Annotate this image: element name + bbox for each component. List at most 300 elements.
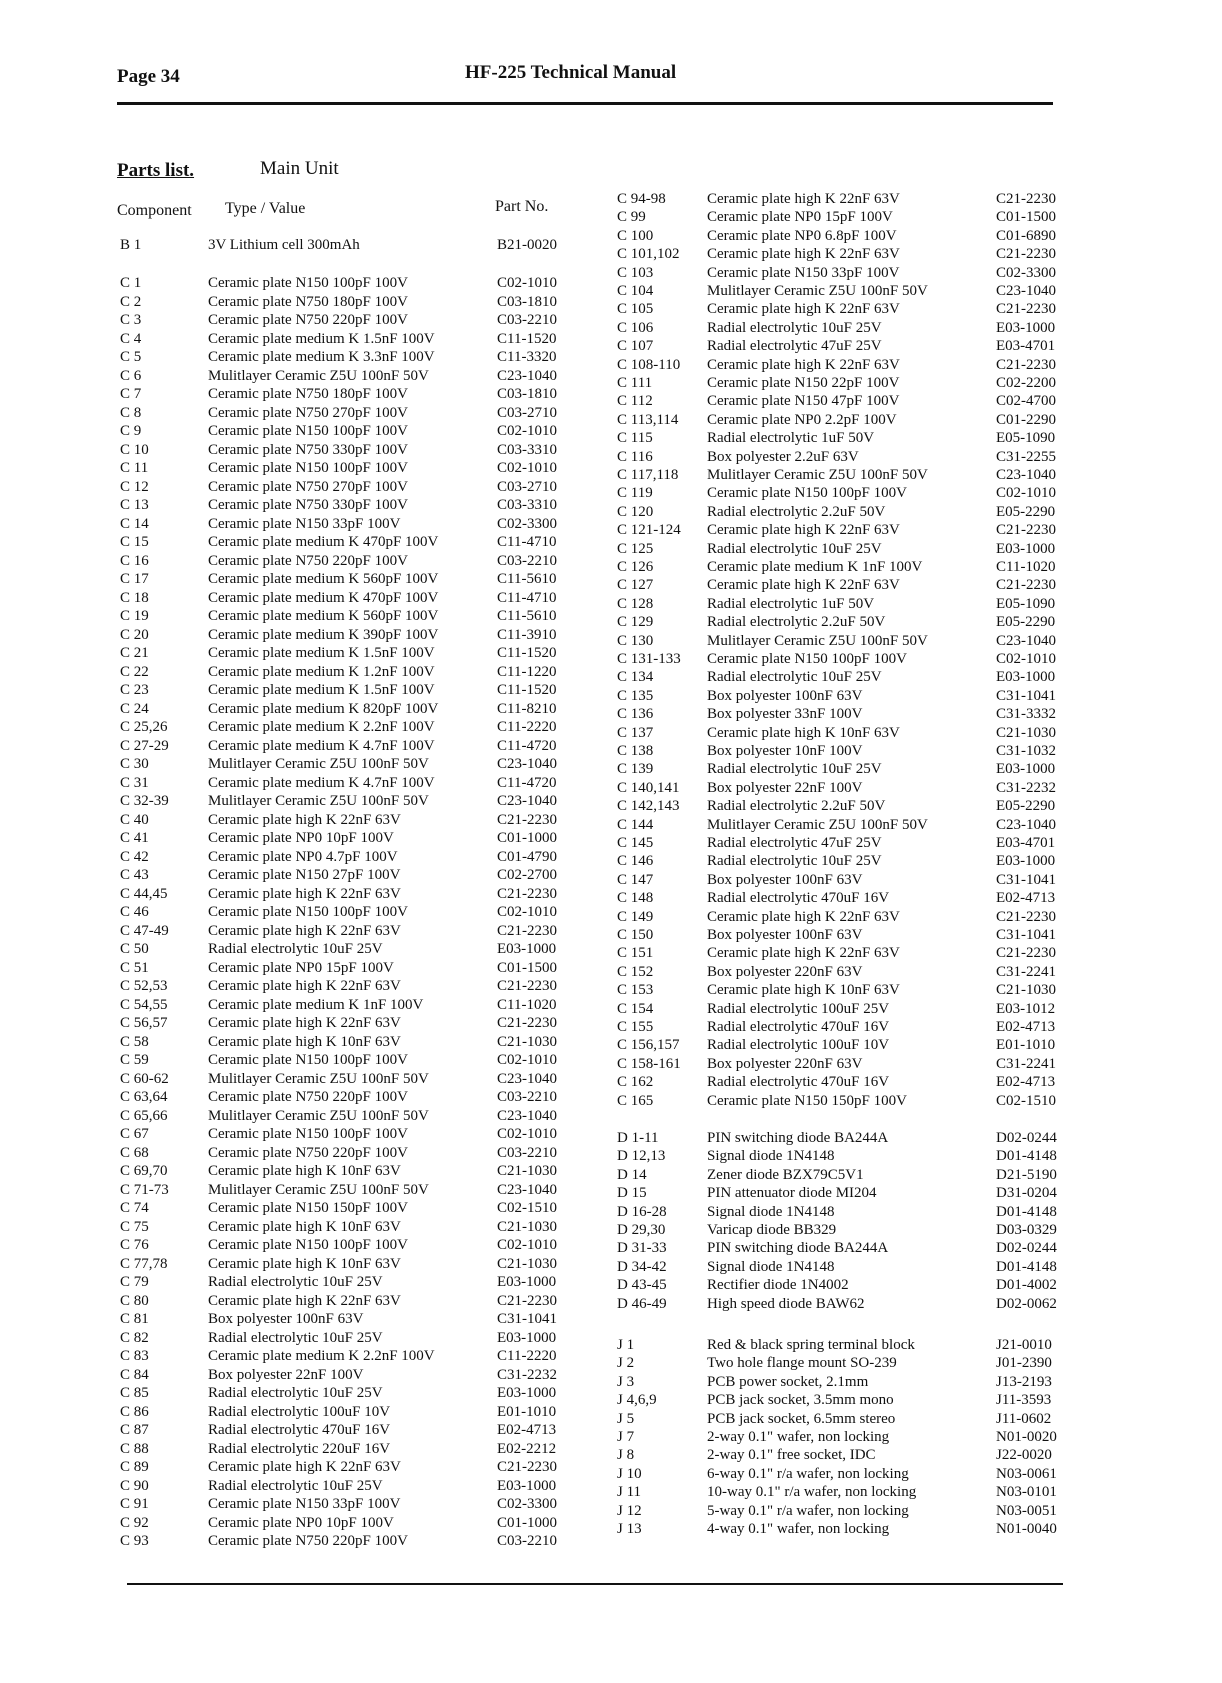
part-number: C11-1020	[996, 559, 1056, 575]
part-number: C03-2210	[497, 1533, 557, 1549]
part-number: E02-4713	[996, 1074, 1056, 1091]
part-number: E02-4713	[996, 1019, 1056, 1035]
component-ref: C 83	[120, 1348, 149, 1364]
part-number: C21-1030	[497, 1033, 557, 1050]
component-ref: C 71-73	[120, 1181, 169, 1198]
type-value: Ceramic plate high K 10nF 63V	[208, 1163, 401, 1179]
component-ref: C 154	[617, 1000, 654, 1017]
part-number: C02-1010	[497, 275, 557, 291]
type-value: Radial electrolytic 10uF 25V	[208, 1329, 383, 1346]
part-number: C03-3310	[497, 441, 557, 458]
part-number: D03-0329	[996, 1222, 1057, 1238]
component-ref: C 8	[120, 404, 142, 421]
part-number: C21-1030	[996, 724, 1056, 741]
type-value: Radial electrolytic 1uF 50V	[707, 595, 875, 612]
part-number: C31-2241	[996, 963, 1056, 980]
type-value: Mulitlayer Ceramic Z5U 100nF 50V	[707, 467, 928, 483]
type-value: Ceramic plate N150 150pF 100V	[707, 1092, 907, 1109]
component-ref: J 1	[617, 1337, 635, 1353]
type-value: Ceramic plate medium K 1nF 100V	[208, 996, 424, 1013]
component-ref: J 3	[617, 1373, 635, 1390]
part-number: C01-1000	[497, 1514, 557, 1531]
part-number: C31-2241	[996, 1055, 1056, 1072]
type-value: Ceramic plate N750 330pF 100V	[208, 441, 408, 458]
type-value: Ceramic plate N150 100pF 100V	[707, 651, 907, 667]
type-value: Ceramic plate high K 22nF 63V	[208, 922, 401, 939]
type-value: Radial electrolytic 2.2uF 50V	[707, 614, 886, 631]
component-ref: C 13	[120, 497, 149, 513]
type-value: Ceramic plate high K 10nF 63V	[707, 724, 900, 741]
part-number: C01-4790	[497, 848, 557, 865]
component-ref: C 22	[120, 663, 149, 680]
component-ref: C 155	[617, 1019, 654, 1035]
type-value: Ceramic plate N750 180pF 100V	[208, 386, 408, 402]
component-ref: C 6	[120, 367, 142, 384]
component-ref: C 18	[120, 589, 149, 606]
component-ref: C 65,66	[120, 1107, 168, 1124]
component-ref: C 44,45	[120, 885, 168, 902]
part-number: C03-1810	[497, 386, 557, 402]
component-ref: C 25,26	[120, 719, 168, 735]
type-value: Ceramic plate NP0 4.7pF 100V	[208, 848, 398, 865]
component-ref: C 86	[120, 1403, 149, 1420]
type-value: Signal diode 1N4148	[707, 1258, 835, 1275]
component-ref: J 2	[617, 1355, 635, 1372]
component-ref: C 117,118	[617, 467, 679, 483]
type-value: Ceramic plate medium K 1.5nF 100V	[208, 682, 435, 698]
part-number: C23-1040	[497, 793, 557, 809]
part-number: C03-2710	[497, 478, 557, 495]
type-value: Ceramic plate medium K 560pF 100V	[208, 608, 439, 624]
type-value: Mulitlayer Ceramic Z5U 100nF 50V	[707, 816, 928, 833]
component-ref: C 134	[617, 669, 654, 686]
component-ref: C 46	[120, 904, 149, 920]
type-value: Radial electrolytic 470uF 16V	[707, 1019, 890, 1035]
part-number: E02-4713	[996, 890, 1056, 907]
column-header-type-value: Type / Value	[225, 200, 306, 217]
type-value: Mulitlayer Ceramic Z5U 100nF 50V	[208, 793, 429, 809]
component-ref: C 126	[617, 559, 654, 575]
part-number: C23-1040	[996, 632, 1056, 649]
type-value: Ceramic plate medium K 390pF 100V	[208, 626, 439, 643]
type-value: 2-way 0.1" wafer, non locking	[707, 1429, 890, 1445]
component-ref: C 82	[120, 1329, 149, 1346]
type-value: Ceramic plate N150 22pF 100V	[707, 375, 900, 391]
part-number: C31-1041	[996, 687, 1056, 704]
part-number: C21-2230	[497, 978, 557, 994]
part-number: C01-1500	[996, 209, 1056, 226]
type-value: Ceramic plate N150 100pF 100V	[208, 1126, 408, 1142]
component-ref: C 63,64	[120, 1089, 168, 1105]
type-value: 4-way 0.1" wafer, non locking	[707, 1521, 890, 1537]
component-ref: C 137	[617, 724, 654, 741]
component-ref: C 139	[617, 761, 654, 778]
component-ref: C 89	[120, 1459, 149, 1475]
part-number: C31-1032	[996, 743, 1056, 759]
part-number: E03-1000	[497, 1477, 557, 1494]
component-ref: C 5	[120, 349, 142, 365]
type-value: Ceramic plate N150 33pF 100V	[208, 515, 401, 532]
part-number: C11-5610	[497, 571, 557, 587]
type-value: Ceramic plate high K 10nF 63V	[208, 1255, 401, 1272]
component-ref: J 13	[617, 1521, 642, 1537]
component-ref: C 1	[120, 275, 142, 291]
component-ref: C 100	[617, 227, 654, 244]
part-number: C11-1520	[497, 330, 557, 347]
type-value: Ceramic plate N750 270pF 100V	[208, 404, 408, 421]
type-value: Ceramic plate N150 100pF 100V	[707, 485, 907, 502]
component-ref: C 41	[120, 830, 149, 846]
part-number: C31-1041	[497, 1311, 557, 1327]
component-ref: C 51	[120, 959, 149, 976]
part-number: C21-2230	[996, 908, 1056, 925]
component-ref: C 93	[120, 1533, 149, 1549]
type-value: Ceramic plate high K 10nF 63V	[208, 1218, 401, 1235]
part-number: C02-2200	[996, 375, 1056, 391]
type-value: Radial electrolytic 10uF 25V	[707, 761, 882, 778]
type-value: Ceramic plate high K 22nF 63V	[707, 908, 900, 925]
component-ref: C 146	[617, 853, 654, 870]
part-number: D01-4002	[996, 1277, 1057, 1294]
part-number: C11-3320	[497, 349, 557, 365]
part-number: C21-2230	[497, 1292, 557, 1309]
component-ref: D 14	[617, 1166, 647, 1183]
component-ref: J 10	[617, 1465, 642, 1482]
part-number: E05-2290	[996, 798, 1056, 815]
part-number: C21-2230	[996, 522, 1056, 539]
component-ref: C 81	[120, 1311, 149, 1327]
type-value: Mulitlayer Ceramic Z5U 100nF 50V	[208, 367, 429, 384]
part-number: C11-4710	[497, 589, 557, 606]
part-number: E02-4713	[497, 1422, 557, 1438]
part-number: E03-4701	[996, 338, 1056, 355]
component-ref: C 56,57	[120, 1015, 168, 1031]
type-value: Box polyester 22nF 100V	[707, 779, 863, 796]
component-ref: C 142,143	[617, 798, 680, 815]
type-value: Mulitlayer Ceramic Z5U 100nF 50V	[208, 1107, 429, 1124]
component-ref: C 21	[120, 645, 149, 661]
part-number: E03-1000	[996, 540, 1056, 557]
type-value: Ceramic plate N150 100pF 100V	[208, 1237, 408, 1253]
type-value: Radial electrolytic 470uF 16V	[208, 1422, 391, 1438]
type-value: Ceramic plate medium K 1.2nF 100V	[208, 663, 435, 680]
component-ref: J 4,6,9	[617, 1392, 657, 1409]
type-value: Radial electrolytic 10uF 25V	[208, 1274, 383, 1290]
part-number: C01-2290	[996, 411, 1056, 428]
component-ref: C 145	[617, 835, 654, 851]
part-number: E01-1010	[996, 1037, 1056, 1054]
part-number: C23-1040	[996, 467, 1056, 483]
type-value: Ceramic plate NP0 10pF 100V	[208, 830, 394, 846]
component-ref: C 59	[120, 1052, 149, 1068]
type-value: Ceramic plate high K 22nF 63V	[208, 1292, 401, 1309]
component-ref: C 127	[617, 577, 654, 594]
type-value: Radial electrolytic 10uF 25V	[208, 941, 383, 957]
type-value: Mulitlayer Ceramic Z5U 100nF 50V	[707, 283, 928, 299]
type-value: 10-way 0.1" r/a wafer, non locking	[707, 1484, 917, 1501]
part-number: C02-3300	[996, 264, 1056, 281]
type-value: 2-way 0.1" free socket, IDC	[707, 1447, 876, 1464]
part-number: C02-1010	[497, 423, 557, 439]
component-ref: C 43	[120, 867, 149, 883]
component-ref: C 76	[120, 1237, 149, 1253]
type-value: Box polyester 100nF 63V	[208, 1311, 364, 1327]
type-value: PIN attenuator diode MI204	[707, 1185, 877, 1202]
component-ref: C 32-39	[120, 793, 169, 809]
part-number: C23-1040	[497, 1107, 557, 1124]
part-number: C11-4720	[497, 774, 557, 791]
component-ref: C 4	[120, 330, 142, 347]
part-number: D02-0244	[996, 1130, 1057, 1146]
type-value: Radial electrolytic 1uF 50V	[707, 430, 875, 447]
part-number: E03-1000	[996, 853, 1056, 870]
type-value: Radial electrolytic 100uF 10V	[707, 1037, 890, 1054]
type-value: Radial electrolytic 100uF 10V	[208, 1403, 391, 1420]
part-number: C21-1030	[497, 1218, 557, 1235]
part-number: E02-2212	[497, 1440, 557, 1457]
component-ref: C 58	[120, 1033, 149, 1050]
type-value: Ceramic plate medium K 1.5nF 100V	[208, 645, 435, 661]
component-ref: C 15	[120, 534, 149, 550]
component-ref: C 52,53	[120, 978, 168, 994]
component-ref: C 111	[617, 375, 653, 391]
part-number: C21-2230	[497, 922, 557, 939]
manual-title: HF-225 Technical Manual	[465, 62, 677, 83]
part-number: C23-1040	[996, 283, 1056, 299]
part-number: C03-2210	[497, 1144, 557, 1161]
component-ref: C 156,157	[617, 1037, 680, 1054]
type-value: Ceramic plate N750 330pF 100V	[208, 497, 408, 513]
component-ref: C 113,114	[617, 411, 679, 428]
part-number: C03-2210	[497, 312, 557, 328]
component-ref: D 31-33	[617, 1240, 667, 1257]
component-ref: C 54,55	[120, 996, 168, 1013]
part-number: C11-2220	[497, 1348, 557, 1364]
type-value: Radial electrolytic 10uF 25V	[208, 1477, 383, 1494]
part-number: C02-1010	[497, 1237, 557, 1253]
part-number: C21-2230	[996, 945, 1056, 962]
part-number: N03-0101	[996, 1484, 1057, 1501]
part-number: C21-2230	[497, 1015, 557, 1031]
part-number: C02-3300	[497, 1496, 557, 1512]
part-number: C02-1510	[497, 1200, 557, 1216]
type-value: Ceramic plate medium K 820pF 100V	[208, 700, 439, 717]
part-number: E05-1090	[996, 430, 1056, 447]
part-number: C03-2210	[497, 1089, 557, 1105]
component-ref: C 27-29	[120, 737, 169, 754]
part-number: C21-2230	[996, 246, 1056, 263]
component-ref: C 106	[617, 319, 654, 336]
part-number: C11-1020	[497, 996, 557, 1013]
component-ref: C 17	[120, 571, 149, 587]
type-value: Ceramic plate high K 10nF 63V	[208, 1033, 401, 1050]
component-ref: C 120	[617, 503, 654, 520]
type-value: Ceramic plate N150 100pF 100V	[208, 423, 408, 439]
type-value: Ceramic plate N150 100pF 100V	[208, 1052, 408, 1068]
component-ref: C 85	[120, 1385, 149, 1401]
type-value: High speed diode BAW62	[707, 1295, 865, 1312]
component-ref: C 23	[120, 682, 149, 698]
component-ref: D 16-28	[617, 1203, 667, 1220]
part-number: N01-0040	[996, 1521, 1057, 1537]
type-value: Signal diode 1N4148	[707, 1148, 835, 1165]
component-ref: C 68	[120, 1144, 149, 1161]
component-ref: C 149	[617, 908, 654, 925]
component-ref: C 2	[120, 293, 142, 310]
part-number: J21-0010	[996, 1337, 1052, 1353]
part-number: C11-1520	[497, 682, 557, 698]
type-value: Box polyester 2.2uF 63V	[707, 448, 859, 465]
type-value: Ceramic plate medium K 470pF 100V	[208, 534, 439, 550]
part-number: C01-1500	[497, 959, 557, 976]
component-ref: C 3	[120, 312, 142, 328]
component-ref: C 47-49	[120, 922, 169, 939]
type-value: Red & black spring terminal block	[707, 1337, 915, 1353]
part-number: C02-4700	[996, 393, 1056, 410]
type-value: Ceramic plate medium K 470pF 100V	[208, 589, 439, 606]
component-ref: C 153	[617, 982, 654, 999]
type-value: Ceramic plate high K 22nF 63V	[208, 885, 401, 902]
part-number: C23-1040	[497, 367, 557, 384]
component-ref: C 99	[617, 209, 646, 226]
component-ref: C 151	[617, 945, 654, 962]
part-number: C21-2230	[497, 811, 557, 828]
component-ref: C 107	[617, 338, 654, 355]
type-value: Ceramic plate medium K 2.2nF 100V	[208, 1348, 435, 1364]
type-value: Mulitlayer Ceramic Z5U 100nF 50V	[208, 1070, 429, 1087]
type-value: Signal diode 1N4148	[707, 1203, 835, 1220]
component-ref: C 67	[120, 1126, 149, 1142]
part-number: C21-2230	[996, 577, 1056, 594]
type-value: Ceramic plate N150 47pF 100V	[707, 393, 900, 410]
type-value: Ceramic plate medium K 560pF 100V	[208, 571, 439, 587]
component-ref: C 138	[617, 743, 654, 759]
part-number: C02-1010	[497, 904, 557, 920]
component-ref: C 20	[120, 626, 149, 643]
part-number: C23-1040	[497, 756, 557, 772]
part-number: C21-2230	[497, 885, 557, 902]
part-number: C02-2700	[497, 867, 557, 883]
component-ref: C 104	[617, 283, 654, 299]
part-number: E03-1000	[996, 669, 1056, 686]
type-value: Ceramic plate high K 22nF 63V	[707, 945, 900, 962]
component-ref: C 60-62	[120, 1070, 169, 1087]
type-value: Mulitlayer Ceramic Z5U 100nF 50V	[208, 1181, 429, 1198]
part-number: C31-2232	[497, 1366, 557, 1383]
part-number: N03-0061	[996, 1465, 1057, 1482]
part-number: E03-4701	[996, 835, 1056, 851]
part-number: C21-2230	[996, 191, 1056, 207]
component-ref: C 116	[617, 448, 653, 465]
type-value: Ceramic plate NP0 6.8pF 100V	[707, 227, 897, 244]
type-value: Ceramic plate medium K 4.7nF 100V	[208, 774, 435, 791]
component-ref: C 88	[120, 1440, 149, 1457]
component-ref: C 148	[617, 890, 654, 907]
component-ref: C 90	[120, 1477, 149, 1494]
part-number: C31-2255	[996, 448, 1056, 465]
type-value: Ceramic plate high K 22nF 63V	[707, 191, 900, 207]
part-number: C31-3332	[996, 706, 1056, 723]
type-value: Ceramic plate N150 100pF 100V	[208, 275, 408, 291]
type-value: Ceramic plate NP0 10pF 100V	[208, 1514, 394, 1531]
component-ref: C 147	[617, 871, 654, 888]
type-value: Radial electrolytic 470uF 16V	[707, 890, 890, 907]
type-value: PCB jack socket, 3.5mm mono	[707, 1392, 894, 1409]
part-number: J01-2390	[996, 1355, 1052, 1372]
type-value: Radial electrolytic 100uF 25V	[707, 1000, 890, 1017]
component-ref: C 10	[120, 441, 149, 458]
part-number: C03-2710	[497, 404, 557, 421]
type-value: Radial electrolytic 470uF 16V	[707, 1074, 890, 1091]
part-number: C23-1040	[996, 816, 1056, 833]
type-value: Ceramic plate N150 150pF 100V	[208, 1200, 408, 1216]
part-number: C02-1510	[996, 1092, 1056, 1109]
component-ref: C 16	[120, 552, 149, 569]
component-ref: C 144	[617, 816, 654, 833]
part-number: E03-1000	[497, 1385, 557, 1401]
part-number: E05-1090	[996, 595, 1056, 612]
type-value: Radial electrolytic 47uF 25V	[707, 338, 882, 355]
component-ref: C 165	[617, 1092, 654, 1109]
part-number: C03-1810	[497, 293, 557, 310]
part-number: E03-1000	[996, 319, 1056, 336]
type-value: PIN switching diode BA244A	[707, 1130, 889, 1146]
type-value: Ceramic plate N750 180pF 100V	[208, 293, 408, 310]
component-ref: C 87	[120, 1422, 149, 1438]
component-ref: J 11	[617, 1484, 642, 1501]
type-value: Radial electrolytic 10uF 25V	[707, 540, 882, 557]
part-number: C21-1030	[996, 982, 1056, 999]
part-number: E01-1010	[497, 1403, 557, 1420]
type-value: Radial electrolytic 10uF 25V	[707, 319, 882, 336]
component-ref: D 29,30	[617, 1222, 666, 1238]
component-ref: C 115	[617, 430, 653, 447]
part-number: J11-3593	[996, 1392, 1052, 1409]
type-value: Radial electrolytic 10uF 25V	[208, 1385, 383, 1401]
component-ref: C 103	[617, 264, 654, 281]
type-value: Ceramic plate N150 100pF 100V	[208, 904, 408, 920]
type-value: Ceramic plate high K 22nF 63V	[208, 811, 401, 828]
part-number: D31-0204	[996, 1185, 1057, 1202]
component-ref: D 1-11	[617, 1130, 659, 1146]
type-value: Ceramic plate medium K 3.3nF 100V	[208, 349, 435, 365]
type-value: Box polyester 220nF 63V	[707, 963, 863, 980]
component-ref: C 42	[120, 848, 149, 865]
component-ref: D 12,13	[617, 1148, 666, 1165]
page-number: Page 34	[117, 66, 180, 87]
part-number: C02-1010	[497, 460, 557, 476]
type-value: 6-way 0.1" r/a wafer, non locking	[707, 1465, 909, 1482]
component-ref: C 94-98	[617, 191, 666, 207]
component-ref: C 158-161	[617, 1055, 681, 1072]
component-ref: B 1	[120, 237, 142, 253]
type-value: Box polyester 100nF 63V	[707, 687, 863, 704]
type-value: Ceramic plate NP0 15pF 100V	[707, 209, 893, 226]
component-ref: C 91	[120, 1496, 149, 1512]
component-ref: C 136	[617, 706, 654, 723]
type-value: Ceramic plate N150 33pF 100V	[208, 1496, 401, 1512]
part-number: C01-6890	[996, 227, 1056, 244]
type-value: Mulitlayer Ceramic Z5U 100nF 50V	[208, 756, 429, 772]
component-ref: D 43-45	[617, 1277, 667, 1294]
part-number: D21-5190	[996, 1166, 1057, 1183]
type-value: Box polyester 10nF 100V	[707, 743, 863, 759]
part-number: J13-2193	[996, 1373, 1052, 1390]
part-number: N01-0020	[996, 1429, 1057, 1445]
type-value: 5-way 0.1" r/a wafer, non locking	[707, 1502, 909, 1519]
part-number: D01-4148	[996, 1203, 1057, 1220]
part-number: C11-3910	[497, 626, 557, 643]
